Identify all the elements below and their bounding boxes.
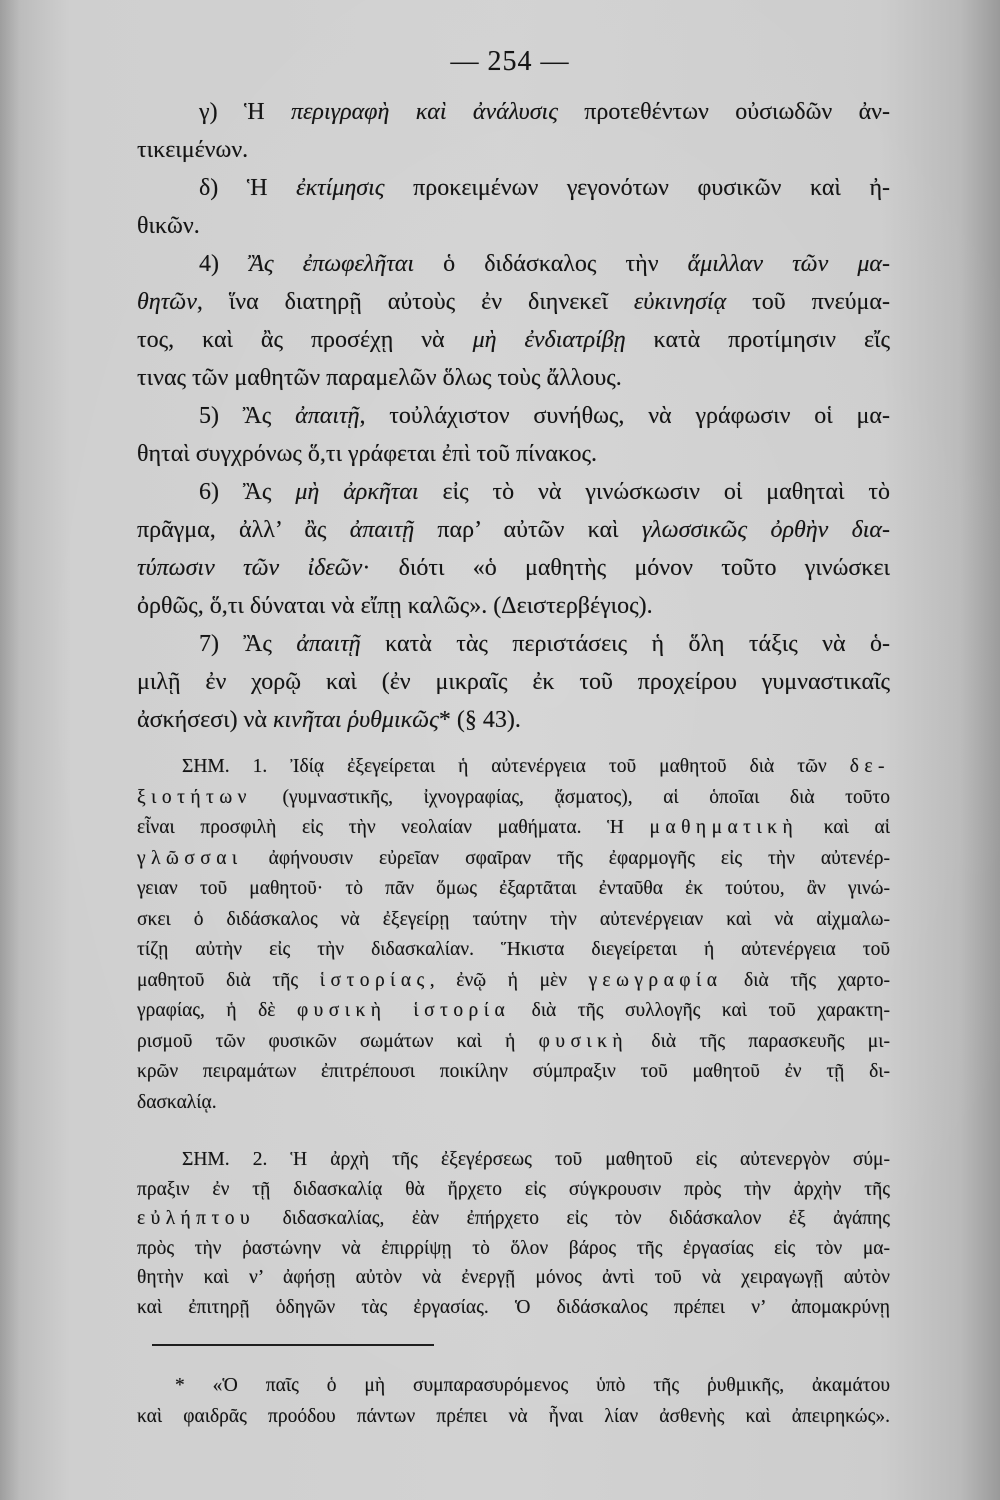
spaced-segment: δε- <box>849 756 890 777</box>
text-line <box>137 1370 890 1401</box>
text-segment: ὀρθῶς, ὅ,τι δύναται νὰ εἴπῃ καλῶς». (Δειστερβέγιος). <box>137 593 653 619</box>
text-segment: διὰ τῆς συλλογῆς καὶ τοῦ χαρακτη- <box>510 1000 890 1021</box>
text-segment: καὶ φαιδρᾶς προόδου πάντων πρέπει νὰ ἦναι λίαν ἀσθενὴς καὶ ἀπειρηκώς». <box>137 1406 890 1427</box>
text-segment: γραφίας, ἡ δὲ <box>137 1000 297 1021</box>
text-segment: θητὴν καὶ ν’ ἀφήσῃ αὐτὸν νὰ ἐνεργῇ μόνος ἀντὶ τοῦ νὰ χειραγωγῇ αὐτὸν <box>137 1267 890 1288</box>
text-segment: παρ’ αὐτῶν καὶ <box>414 517 642 543</box>
text-line <box>137 473 890 511</box>
text-line <box>137 783 890 814</box>
footnote <box>137 1370 890 1432</box>
spaced-segment: μαθηματικὴ <box>649 817 799 838</box>
text-line <box>137 1145 890 1175</box>
text-line <box>137 207 890 245</box>
text-line <box>137 321 890 359</box>
spaced-segment: γλῶσσαι <box>137 847 243 869</box>
text-segment: κατὰ τὰς περιστάσεις ἡ ὅλη τάξις νὰ ὁ- <box>360 631 890 657</box>
text-segment: δ) Ἡ <box>199 175 297 201</box>
spaced-segment: φυσικὴ ἱστορία <box>296 1000 511 1021</box>
spaced-segment: φυσικὴ <box>538 1030 629 1052</box>
text-segment: θηταὶ συγχρόνως ὅ,τι γράφεται ἐπὶ τοῦ πίνακος. <box>137 441 598 467</box>
spaced-segment: ἱστορίας <box>319 969 430 991</box>
emphasis-segment: ἅμιλλαν τῶν μα- <box>687 251 890 277</box>
text-segment: θικῶν. <box>137 213 200 239</box>
emphasis-segment: ἀπαιτῇ <box>349 517 415 543</box>
text-line <box>137 359 890 397</box>
text-segment: ἀσκήσεσι) νὰ <box>137 707 273 733</box>
text-segment: τινας τῶν μαθητῶν παραμελῶν ὅλως τοὺς ἄλλους. <box>137 365 622 391</box>
text-segment: Ἡ ἀρχὴ τῆς ἐξεγέρσεως τοῦ μαθητοῦ εἰς αὐτενεργὸν σύμ- <box>267 1149 890 1170</box>
text-line <box>137 1204 890 1234</box>
text-segment: τίζῃ αὐτὴν εἰς τὴν διδασκαλίαν. Ἥκιστα διεγείρεται ἡ αὐτενέργεια τοῦ <box>137 939 890 960</box>
text-line <box>137 625 890 663</box>
text-line <box>137 844 890 875</box>
text-segment: εἰς τὸ νὰ γινώσκωσιν οἱ μαθηταὶ τὸ <box>418 479 891 505</box>
text-segment: 4) <box>199 251 249 277</box>
text-line <box>137 283 890 321</box>
text-line <box>137 131 890 169</box>
text-segment: προκειμένων γεγονότων φυσικῶν καὶ ἠ- <box>384 175 890 201</box>
spaced-segment: ξιοτήτων <box>137 786 252 808</box>
text-segment: κατὰ προτίμησιν εἴς <box>625 327 891 353</box>
text-line <box>137 1057 890 1088</box>
spaced-segment: γεωγραφία <box>588 969 723 991</box>
text-segment: διὰ τῆς παρασκευῆς μι- <box>628 1030 890 1052</box>
text-segment: μαθητοῦ διὰ τῆς <box>137 969 320 991</box>
text-segment: δασκαλίᾳ. <box>137 1091 217 1113</box>
text-line <box>137 935 890 966</box>
text-segment: , ἵνα διατηρῇ αὐτοὺς ἐν διηνεκεῖ <box>196 289 634 315</box>
emphasis-segment: κινῆται ῥυθμικῶς <box>272 707 439 733</box>
text-segment: πραξιν ἐν τῇ διδασκαλίᾳ θὰ ἤρχετο εἰς σύγκρουσιν πρὸς τὴν ἀρχὴν τῆς <box>137 1178 890 1200</box>
text-line <box>137 874 890 905</box>
emphasis-segment: μὴ ἀρκῆται <box>295 479 419 505</box>
note-label: ΣΗΜ. 2. <box>182 1149 268 1170</box>
text-line <box>137 701 890 739</box>
emphasis-segment: ἀπαιτῇ <box>295 403 360 429</box>
text-line <box>137 905 890 936</box>
page-number: — 254 — <box>450 46 570 77</box>
text-segment: ρισμοῦ τῶν φυσικῶν σωμάτων καὶ ἡ <box>137 1030 539 1052</box>
text-segment: 6) Ἂς <box>199 479 296 505</box>
text-segment: πρὸς τὴν ῥαστώνην νὰ ἐπιρρίψῃ τὸ ὅλον βάρος τῆς ἐργασίας εἰς τὸν μα- <box>137 1237 890 1259</box>
text-segment: τικειμένων. <box>137 137 249 163</box>
text-line <box>137 1293 890 1323</box>
text-line <box>137 435 890 473</box>
text-line <box>137 245 890 283</box>
note-1 <box>137 752 890 1118</box>
text-segment: σκει ὁ διδάσκαλος νὰ ἐξεγείρῃ ταύτην τὴν αὐτενέργειαν καὶ νὰ αἰχμαλω- <box>137 908 890 930</box>
text-segment: καὶ ἐπιτηρῇ ὁδηγῶν τὰς ἐργασίας. Ὁ διδάσκαλος πρέπει ν’ ἀπομακρύνῃ <box>137 1296 890 1318</box>
text-line <box>137 966 890 997</box>
text-segment: ὁ διδάσκαλος τὴν <box>414 251 688 277</box>
text-line <box>137 1088 890 1119</box>
emphasis-segment: ἀπαιτῇ <box>296 631 361 657</box>
footnote-asterisk: * <box>175 1375 185 1396</box>
text-segment: καὶ αἱ <box>798 817 890 838</box>
text-line <box>137 752 890 783</box>
note-label: ΣΗΜ. 1. <box>182 756 268 777</box>
emphasis-segment: τύπωσιν τῶν ἰδεῶν <box>137 555 363 581</box>
text-segment: Ἰδίᾳ ἐξεγείρεται ἡ αὐτενέργεια τοῦ μαθητοῦ διὰ τῶν <box>267 756 850 777</box>
text-segment: 5) Ἂς <box>199 403 296 429</box>
spaced-segment: εὐλήπτου <box>137 1208 256 1229</box>
text-segment: κρῶν πειραμάτων ἐπιτρέπουσι ποικίλην σύμπραξιν τοῦ μαθητοῦ ἐν τῇ δι- <box>137 1061 890 1082</box>
text-line <box>137 397 890 435</box>
text-segment: 7) Ἂς <box>199 631 297 657</box>
emphasis-segment: Ἂς ἐπωφελῆται <box>248 251 415 277</box>
text-segment: τοῦ πνεύμα- <box>726 289 890 315</box>
text-line <box>137 1263 890 1293</box>
text-segment: γειαν τοῦ μαθητοῦ· τὸ πᾶν ὅμως ἐξαρτᾶται ἐνταῦθα ἐκ τούτου, ἂν γινώ- <box>137 878 890 899</box>
text-line <box>137 813 890 844</box>
text-line <box>137 663 890 701</box>
emphasis-segment: θητῶν <box>137 289 197 315</box>
text-segment: γ) Ἡ <box>199 99 291 125</box>
text-line <box>137 1234 890 1264</box>
text-line <box>137 511 890 549</box>
text-segment: πρᾶγμα, ἀλλ’ ἂς <box>137 517 350 543</box>
text-line <box>137 169 890 207</box>
text-segment: διδασκαλίας, ἐὰν ἐπήρχετο εἰς τὸν διδάσκαλον ἐξ ἀγάπης <box>255 1208 890 1229</box>
text-segment: ἀφήνουσιν εὐρεῖαν σφαῖραν τῆς ἐφαρμογῆς εἰς τὴν αὐτενέρ- <box>242 847 890 869</box>
footnote-rule <box>152 1344 434 1346</box>
text-segment: διὰ τῆς χαρτο- <box>722 969 890 991</box>
text-line <box>137 1027 890 1058</box>
text-line <box>137 549 890 587</box>
text-line <box>137 1175 890 1205</box>
text-segment: · διότι «ὁ μαθητὴς μόνον τοῦτο γινώσκει <box>362 555 890 581</box>
text-line <box>137 996 890 1027</box>
text-segment: προτεθέντων οὐσιωδῶν ἀν- <box>557 99 890 125</box>
emphasis-segment: μὴ ἐνδιατρίβῃ <box>472 327 626 353</box>
footnote-marker: * (§ 43). <box>438 707 521 733</box>
text-segment: , τοὐλάχιστον συνήθως, νὰ γράφωσιν οἱ μα- <box>359 403 890 429</box>
text-line <box>137 587 890 625</box>
emphasis-segment: ἐκτίμησις <box>296 175 385 201</box>
text-segment: εἶναι προσφιλὴ εἰς τὴν νεολαίαν μαθήματα. Ἡ <box>137 817 650 838</box>
text-segment: μιλῇ ἐν χορῷ καὶ (ἐν μικραῖς ἐκ τοῦ προχείρου γυμναστικαῖς <box>137 669 890 695</box>
text-line <box>137 1401 890 1432</box>
text-segment: «Ὁ παῖς ὁ μὴ συμπαρασυρόμενος ὑπὸ τῆς ῥυθμικῆς, ἀκαμάτου <box>184 1375 890 1396</box>
text-segment: , ἐνῷ ἡ μὲν <box>429 969 589 991</box>
main-text <box>137 93 890 739</box>
text-line <box>137 93 890 131</box>
emphasis-segment: εὐκινησίᾳ <box>633 289 727 315</box>
text-segment: (γυμναστικῆς, ἰχνογραφίας, ᾄσματος), αἱ ὁποῖαι διὰ τοῦτο <box>251 786 890 808</box>
emphasis-segment: γλωσσικῶς ὀρθὴν δια- <box>641 517 891 543</box>
text-segment: τος, καὶ ἂς προσέχῃ νὰ <box>137 327 473 353</box>
note-2 <box>137 1145 890 1322</box>
emphasis-segment: περιγραφὴ καὶ ἀνάλυσις <box>290 99 558 125</box>
